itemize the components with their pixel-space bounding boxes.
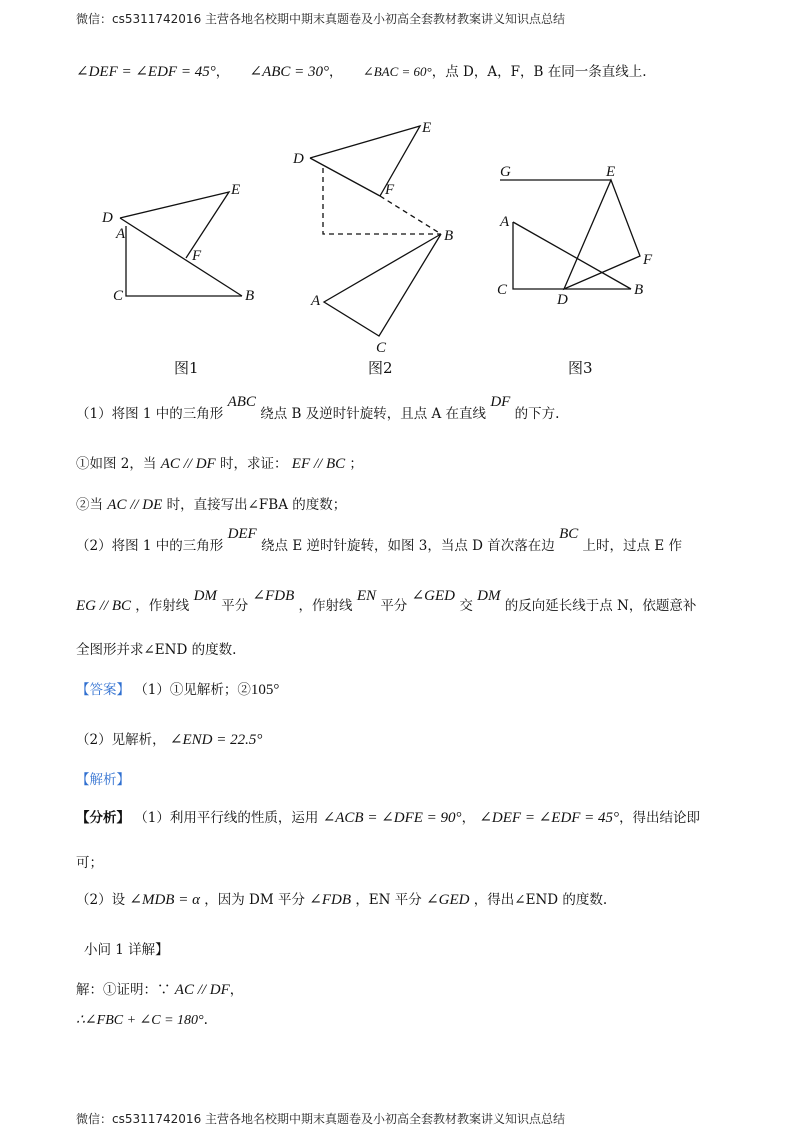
fig1-label-c: C [113, 288, 124, 304]
question-2 [76, 526, 682, 556]
fig2-label-c: C [376, 340, 387, 356]
figures-svg [0, 110, 800, 380]
math-ef-parallel-bc: EF // BC [291, 456, 346, 472]
q2b-text: ，作射线 [298, 598, 353, 614]
fig2-dashed-original [323, 168, 441, 234]
answer-text: （2）见解析， [76, 732, 166, 748]
sol2-text: . [203, 1012, 208, 1028]
answer-105: 105° [250, 682, 280, 698]
math-def-edf: ∠DEF = ∠EDF = 45° [479, 810, 620, 826]
math-angle-ged: ∠GED [426, 892, 470, 908]
q1a-text: 时，求证： [219, 456, 288, 472]
q2-text: （2）将图 1 中的三角形 [76, 538, 224, 554]
fig2-line-df [310, 158, 380, 196]
fig2-triangle-def-upper [310, 126, 420, 196]
sub-question-1-heading: 小问 1 详解】 [84, 942, 169, 958]
fig2-dashed-fb [380, 196, 441, 234]
fig3-line-ab [513, 222, 631, 289]
q1-text: 的下方. [514, 406, 560, 422]
fig2-triangle-abc [324, 234, 441, 336]
math-acb-dfe: ∠ACB = ∠DFE = 90° [322, 810, 462, 826]
separator: ， [461, 810, 476, 826]
fig2-label-d: D [293, 151, 304, 167]
q1a-text: ①如图 2，当 [76, 456, 157, 472]
fig3-label-g: G [500, 164, 511, 180]
fenxi2-text: ，因为 DM 平分 [204, 892, 305, 908]
solution-line-2 [76, 1010, 208, 1031]
fig1-line-db [120, 218, 242, 296]
eq-abc: ∠ABC = 30° [249, 64, 330, 80]
fenxi2-text: ，得出∠END 的度数. [473, 892, 608, 908]
analysis-line-1b: 可； [76, 855, 103, 871]
q1-text: （1）将图 1 中的三角形 [76, 406, 224, 422]
eq-def-edf: ∠DEF = ∠EDF = 45° [76, 64, 216, 80]
caption-fig3: 图3 [568, 359, 593, 377]
q2-text: 绕点 E 逆时针旋转，如图 3，当点 D 首次落在边 [261, 538, 555, 554]
analysis-line-2 [76, 890, 607, 910]
math-mdb-alpha: ∠MDB = α [129, 892, 200, 908]
math-abc: ABC [227, 394, 256, 410]
math-dm: DM [477, 588, 501, 604]
fig3-label-b: B [634, 282, 644, 298]
q2b-text: ，作射线 [135, 598, 190, 614]
fig3-label-d: D [557, 292, 568, 308]
figure-2 [310, 126, 441, 336]
math-ac-parallel-df: AC // DF [174, 982, 230, 998]
separator: ， [329, 64, 343, 80]
question-2-continued [76, 588, 697, 616]
caption-fig2: 图2 [368, 359, 393, 377]
math-angle-fdb: ∠FDB [309, 892, 352, 908]
fig3-label-c: C [497, 282, 508, 298]
q1b-text: ②当 [76, 497, 103, 513]
fenxi2-text: ，EN 平分 [355, 892, 422, 908]
math-df: DF [490, 394, 511, 410]
eq-bac: ∠BAC = 60° [362, 64, 432, 79]
q1b-text: 时，直接写出∠FBA 的度数； [166, 497, 347, 513]
sol1-text: ， [229, 982, 244, 998]
q2b-text: 平分 [380, 598, 408, 614]
math-en: EN [356, 588, 377, 604]
fenxi-text: ，得出结论即 [619, 810, 701, 826]
fig3-label-a: A [500, 214, 510, 230]
math-def: DEF [227, 526, 257, 542]
q1a-text: ； [349, 456, 363, 472]
answer-line-1 [76, 680, 279, 700]
q2-text: 上时，过点 E 作 [582, 538, 682, 554]
math-bc: BC [559, 526, 579, 542]
fenxi2-text: （2）设 [76, 892, 126, 908]
question-1-part-a [76, 454, 363, 474]
separator: ， [215, 64, 230, 80]
figure-3 [500, 180, 640, 289]
question-1 [76, 394, 560, 424]
fig3-triangle-def [564, 180, 640, 289]
math-ac-parallel-de: AC // DE [107, 497, 163, 513]
fig2-label-a: A [311, 293, 321, 309]
fig3-label-e: E [606, 164, 616, 180]
math-angle-fdb: ∠FDB [252, 588, 295, 604]
figure-1 [120, 192, 242, 296]
q2b-text: 的反向延长线于点 N，依题意补 [504, 598, 697, 614]
math-fbc-c-180: ∴∠FBC + ∠C = 180° [76, 1013, 204, 1028]
page-footer: 微信：cs5311742016 主营各地名校期中期末真题卷及小初高全套教材教案讲义知识点总结 [76, 1112, 566, 1126]
fig2-label-f: F [385, 182, 395, 198]
fig1-label-b: B [245, 288, 255, 304]
math-dm: DM [193, 588, 217, 604]
question-2-end: 全图形并求∠END 的度数. [76, 642, 237, 658]
fig1-triangle-def [120, 192, 229, 258]
question-1-part-b [76, 495, 346, 515]
analysis-line-1 [76, 808, 700, 828]
solution-line-1 [76, 980, 243, 1000]
fenxi-text: （1）利用平行线的性质，运用 [134, 810, 319, 826]
answer-tag: 【答案】 [76, 682, 130, 698]
analysis-tag: 【解析】 [76, 772, 130, 788]
fig2-label-e: E [422, 120, 432, 136]
fig1-label-e: E [231, 182, 241, 198]
math-ac-parallel-df: AC // DF [160, 456, 216, 472]
answer-text: （1）①见解析；② [134, 682, 251, 698]
collinear-note: ，点 D，A，F，B 在同一条直线上. [431, 64, 647, 80]
fenxi-tag: 【分析】 [76, 810, 130, 826]
caption-fig1: 图1 [174, 359, 199, 377]
given-conditions-line [76, 62, 646, 82]
q2b-text: 交 [459, 598, 473, 614]
fig1-label-a: A [116, 226, 126, 242]
fig1-label-d: D [102, 210, 113, 226]
answer-end-value: ∠END = 22.5° [169, 732, 263, 748]
fig1-label-f: F [192, 248, 202, 264]
fig2-label-b: B [444, 228, 454, 244]
page-header: 微信：cs5311742016 主营各地名校期中期末真题卷及小初高全套教材教案讲义知识点总结 [76, 12, 566, 26]
math-angle-ged: ∠GED [411, 588, 456, 604]
answer-line-2 [76, 730, 262, 750]
fig3-label-f: F [643, 252, 653, 268]
math-eg-parallel-bc: EG // BC [76, 598, 131, 614]
q2b-text: 平分 [221, 598, 249, 614]
sol1-text: 解：①证明：∵ [76, 982, 171, 998]
q1-text: 绕点 B 及逆时针旋转，且点 A 在直线 [260, 406, 487, 422]
